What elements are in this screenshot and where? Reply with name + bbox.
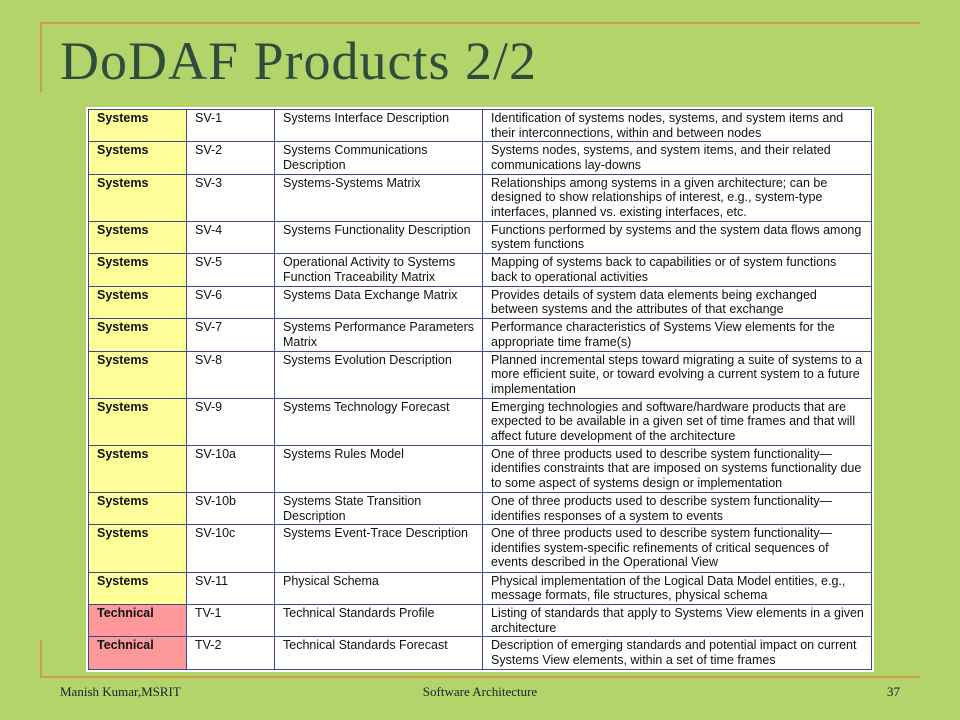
product-description-cell: Relationships among systems in a given architecture; can be designed to show relationships of interest, e.g., system-type interfaces, planned vs. existing interfaces, etc. — [483, 174, 872, 221]
product-id-cell: TV-2 — [187, 637, 275, 670]
product-name-cell: Physical Schema — [275, 572, 483, 604]
table-row — [89, 286, 872, 318]
product-description-cell: Performance characteristics of Systems View elements for the appropriate time frame(s) — [483, 319, 872, 351]
table-row — [89, 319, 872, 351]
product-description-cell: One of three products used to describe system functionality—identifies constraints that are imposed on systems functionality due to some aspect of systems design or implementation — [483, 445, 872, 492]
product-description-cell: Physical implementation of the Logical Data Model entities, e.g., message formats, file structures, physical schema — [483, 572, 872, 604]
product-id-cell: SV-10a — [187, 445, 275, 492]
product-description-cell: One of three products used to describe system functionality—identifies system-specific refinements of critical sequences of events described in the Operational View — [483, 525, 872, 572]
product-id-cell: SV-3 — [187, 174, 275, 221]
table-row — [89, 605, 872, 637]
dodaf-products-table — [88, 109, 872, 670]
table-row — [89, 351, 872, 398]
product-id-cell: SV-4 — [187, 221, 275, 253]
product-description-cell: Provides details of system data elements being exchanged between systems and the attributes of that exchange — [483, 286, 872, 318]
product-description-cell: Emerging technologies and software/hardware products that are expected to be available in a given set of time frames and that will affect future development of the architecture — [483, 398, 872, 445]
product-name-cell: Technical Standards Profile — [275, 605, 483, 637]
product-id-cell: SV-7 — [187, 319, 275, 351]
table-row — [89, 637, 872, 670]
product-description-cell: Mapping of systems back to capabilities or of system functions back to operational activities — [483, 254, 872, 286]
table-row — [89, 398, 872, 445]
product-name-cell: Systems Rules Model — [275, 445, 483, 492]
product-description-cell: Description of emerging standards and potential impact on current Systems View elements, within a set of time frames — [483, 637, 872, 670]
product-id-cell: SV-10c — [187, 525, 275, 572]
footer-course: Software Architecture — [422, 684, 538, 699]
view-cell: Systems — [89, 351, 187, 398]
product-description-cell: One of three products used to describe system functionality—identifies responses of a system to events — [483, 493, 872, 525]
view-cell: Systems — [89, 286, 187, 318]
view-cell: Systems — [89, 110, 187, 142]
product-name-cell: Systems Technology Forecast — [275, 398, 483, 445]
table-row — [89, 110, 872, 142]
view-cell: Systems — [89, 525, 187, 572]
table-row — [89, 493, 872, 525]
product-name-cell: Systems Communications Description — [275, 142, 483, 174]
product-id-cell: SV-6 — [187, 286, 275, 318]
table-row — [89, 525, 872, 572]
product-name-cell: Operational Activity to Systems Function Traceability Matrix — [275, 254, 483, 286]
product-id-cell: SV-10b — [187, 493, 275, 525]
product-description-cell: Identification of systems nodes, systems, and system items and their interconnections, within and between nodes — [483, 110, 872, 142]
product-description-cell: Listing of standards that apply to Systems View elements in a given architecture — [483, 605, 872, 637]
product-name-cell: Systems Data Exchange Matrix — [275, 286, 483, 318]
frame-bottom-left-line — [40, 640, 42, 678]
view-cell: Systems — [89, 254, 187, 286]
product-id-cell: TV-1 — [187, 605, 275, 637]
table-row — [89, 221, 872, 253]
product-name-cell: Systems Performance Parameters Matrix — [275, 319, 483, 351]
page-number: 37 — [887, 684, 900, 699]
view-cell: Technical — [89, 637, 187, 670]
table-row — [89, 445, 872, 492]
product-description-cell: Planned incremental steps toward migrating a suite of systems to a more efficient suite, or toward evolving a current system to a future implementation — [483, 351, 872, 398]
table-row — [89, 254, 872, 286]
product-description-cell: Functions performed by systems and the system data flows among system functions — [483, 221, 872, 253]
view-cell: Systems — [89, 398, 187, 445]
footer-author: Manish Kumar,MSRIT — [60, 684, 181, 699]
view-cell: Technical — [89, 605, 187, 637]
product-id-cell: SV-8 — [187, 351, 275, 398]
table-body — [89, 110, 872, 670]
product-name-cell: Systems Functionality Description — [275, 221, 483, 253]
product-id-cell: SV-2 — [187, 142, 275, 174]
product-description-cell: Systems nodes, systems, and system items, and their related communications lay-downs — [483, 142, 872, 174]
view-cell: Systems — [89, 572, 187, 604]
product-name-cell: Technical Standards Forecast — [275, 637, 483, 670]
product-name-cell: Systems Event-Trace Description — [275, 525, 483, 572]
product-name-cell: Systems State Transition Description — [275, 493, 483, 525]
slide-title: DoDAF Products 2/2 — [60, 31, 538, 91]
frame-left-line — [40, 22, 42, 92]
dodaf-products-table-container — [86, 107, 874, 672]
product-id-cell: SV-9 — [187, 398, 275, 445]
view-cell: Systems — [89, 445, 187, 492]
view-cell: Systems — [89, 174, 187, 221]
product-name-cell: Systems Interface Description — [275, 110, 483, 142]
view-cell: Systems — [89, 221, 187, 253]
table-row — [89, 572, 872, 604]
product-name-cell: Systems-Systems Matrix — [275, 174, 483, 221]
view-cell: Systems — [89, 319, 187, 351]
product-id-cell: SV-1 — [187, 110, 275, 142]
product-name-cell: Systems Evolution Description — [275, 351, 483, 398]
frame-bottom-line — [40, 676, 920, 678]
view-cell: Systems — [89, 493, 187, 525]
product-id-cell: SV-11 — [187, 572, 275, 604]
table-row — [89, 174, 872, 221]
product-id-cell: SV-5 — [187, 254, 275, 286]
table-row — [89, 142, 872, 174]
view-cell: Systems — [89, 142, 187, 174]
frame-top-line — [40, 22, 920, 24]
